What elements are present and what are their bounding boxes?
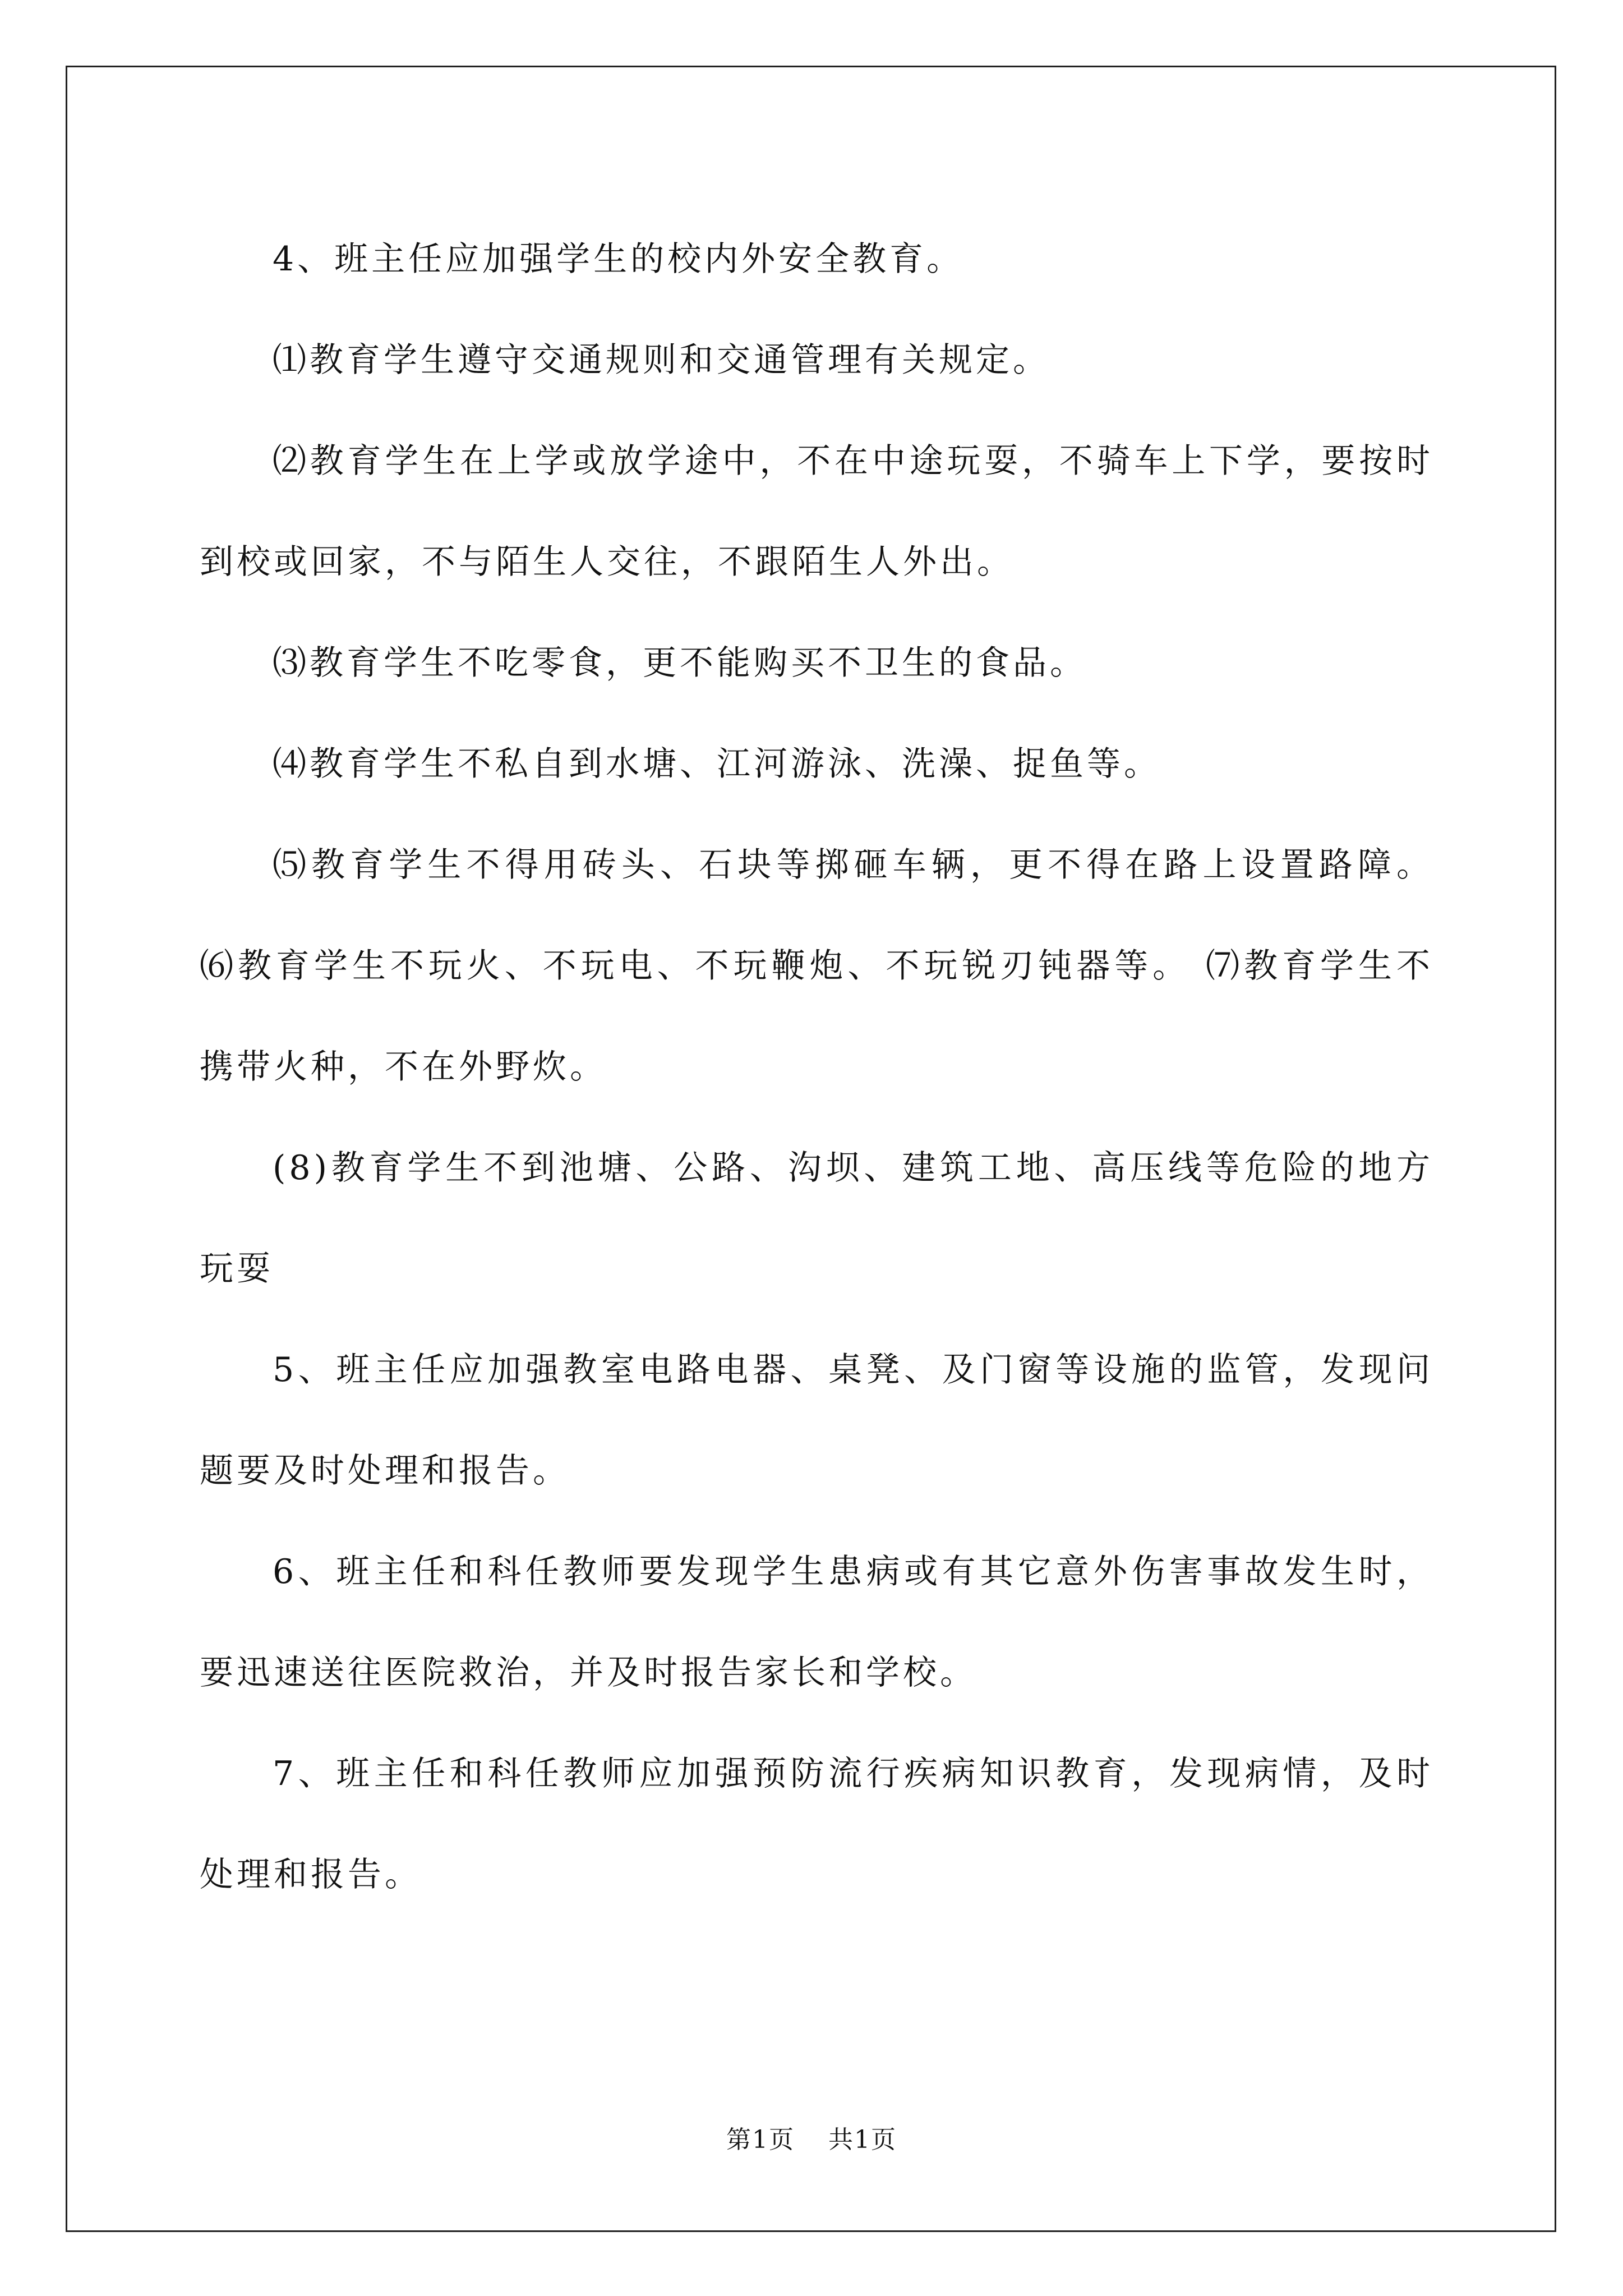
paragraph-subitem-5-7: ⑸教育学生不得用砖头、石块等掷砸车辆，更不得在路上设置路障。 ⑹教育学生不玩火、不玩电、不玩鞭炮、不玩锐刃钝器等。 ⑺教育学生不携带火种，不在外野炊。 <box>200 845 1433 1087</box>
paragraph-subitem-3: ⑶教育学生不吃零食，更不能购买不卫生的食品。 <box>273 643 1087 683</box>
paragraph-subitem-2: ⑵教育学生在上学或放学途中，不在中途玩耍，不骑车上下学，要按时到校或回家，不与陌生人交往，不跟陌生人外出。 <box>200 441 1433 582</box>
page-number-current: 第1页 <box>726 2125 795 2154</box>
paragraph-item-4: 4、班主任应加强学生的校内外安全教育。 <box>273 240 964 279</box>
paragraph-item-5: 5、班主任应加强教室电路电器、桌凳、及门窗等设施的监管，发现问题要及时处理和报告。 <box>200 1350 1433 1490</box>
page-number-total: 共1页 <box>828 2125 897 2154</box>
paragraph-subitem-1: ⑴教育学生遵守交通规则和交通管理有关规定。 <box>273 341 1050 380</box>
paragraph-subitem-4: ⑷教育学生不私自到水塘、江河游泳、洗澡、捉鱼等。 <box>273 744 1161 784</box>
paragraph-subitem-8: (8)教育学生不到池塘、公路、沟坝、建筑工地、高压线等危险的地方玩耍 <box>200 1148 1433 1289</box>
paragraph-item-7: 7、班主任和科任教师应加强预防流行疾病知识教育，发现病情，及时处理和报告。 <box>200 1754 1433 1894</box>
page-footer <box>0 2119 1623 2155</box>
document-body <box>200 209 1433 1925</box>
paragraph-item-6: 6、班主任和科任教师要发现学生患病或有其它意外伤害事故发生时，要迅速送往医院救治，并及时报告家长和学校。 <box>200 1552 1433 1692</box>
